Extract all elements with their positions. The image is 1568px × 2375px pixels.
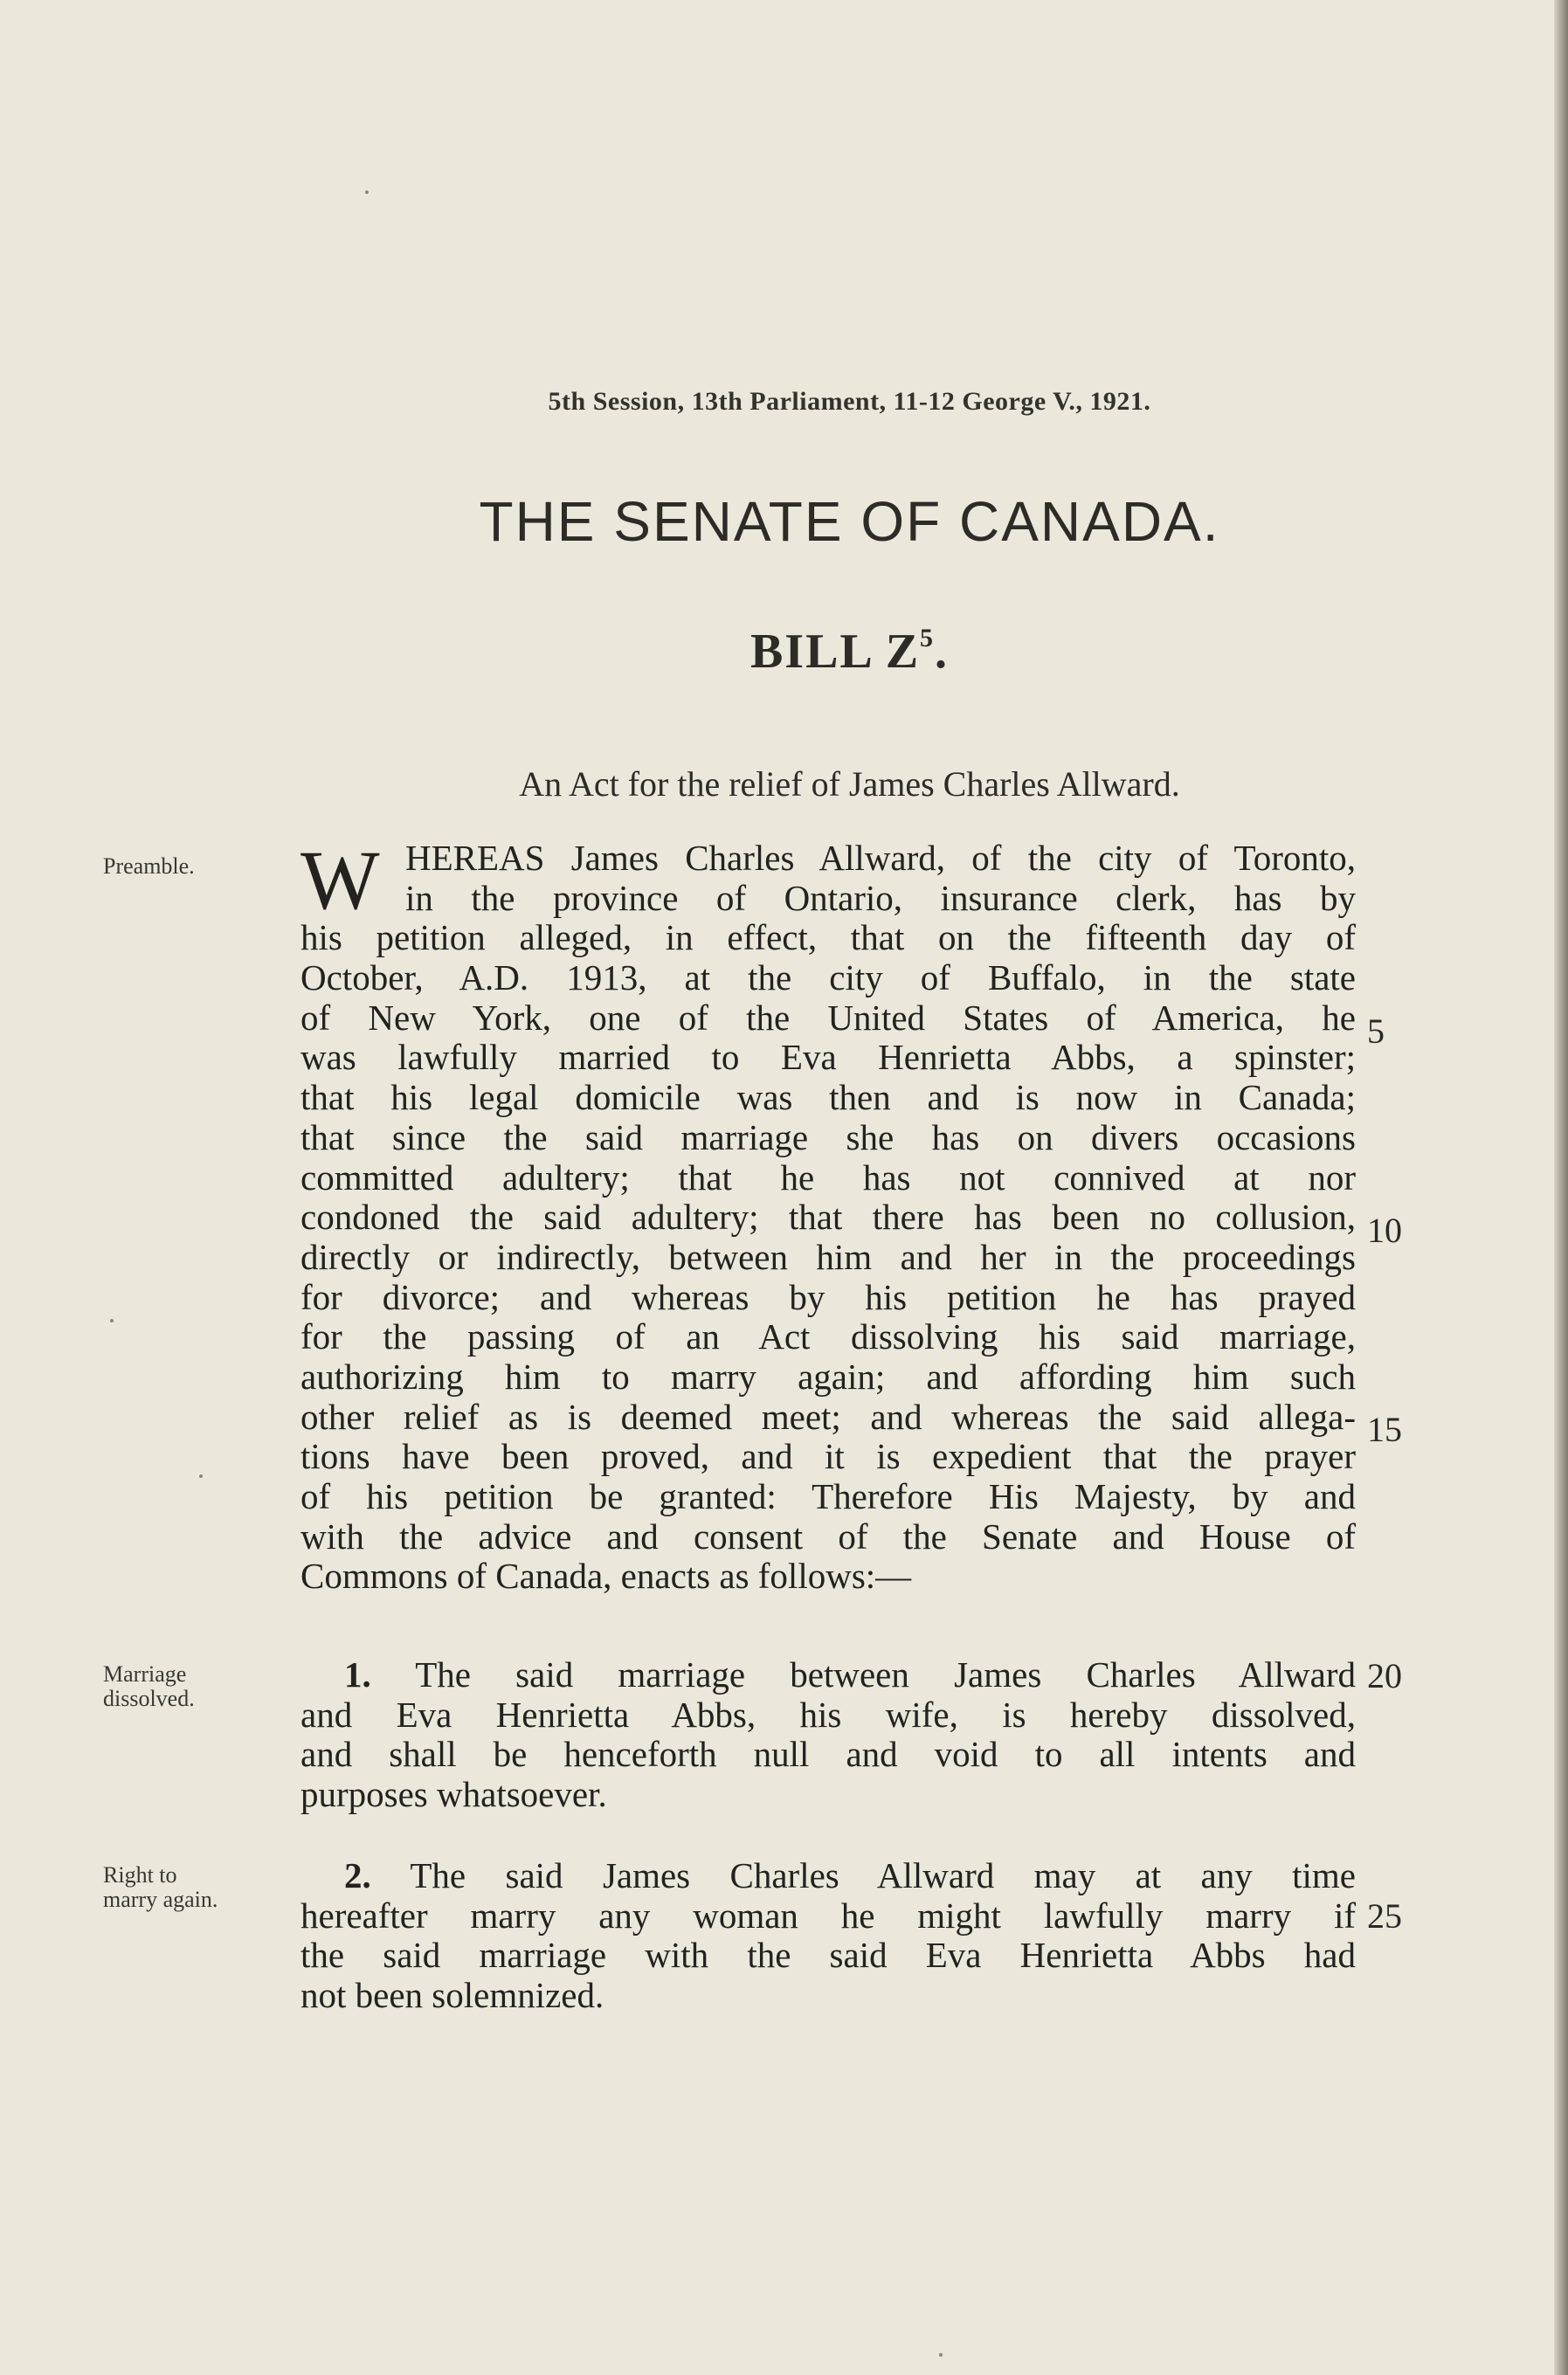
text-line: tions have been proved, and it is expedient that the prayer xyxy=(300,1436,1356,1477)
text-line: was lawfully married to Eva Henrietta Abbs, a spinster; xyxy=(300,1037,1356,1078)
bill-suffix: . xyxy=(935,625,950,679)
text-line: October, A.D. 1913, at the city of Buffalo, in the state xyxy=(300,957,1356,998)
text-line: that since the said marriage she has on divers occasions xyxy=(300,1116,1356,1157)
section-line-text: The said James Charles Allward may at any time xyxy=(410,1855,1356,1895)
margin-note-line: Marriage xyxy=(103,1661,187,1687)
bill-title xyxy=(0,624,1568,680)
margin-note-line: marry again. xyxy=(103,1887,218,1912)
margin-note-preamble: Preamble. xyxy=(103,853,195,879)
section-number: 2. xyxy=(344,1855,371,1895)
section-line-text: The said marriage between James Charles Allward xyxy=(415,1654,1357,1695)
act-title: An Act for the relief of James Charles Allward. xyxy=(519,764,1180,804)
paper-speck xyxy=(939,2353,943,2357)
drop-cap: W xyxy=(300,833,380,927)
page-edge xyxy=(1554,0,1568,2375)
paper-speck xyxy=(365,190,369,194)
section-2-text xyxy=(300,1856,1356,2016)
section-number: 1. xyxy=(344,1654,371,1695)
text-line: the said marriage with the said Eva Henrietta Abbs had xyxy=(300,1935,1356,1976)
text-line: with the advice and consent of the Senate and House of xyxy=(300,1515,1356,1557)
paper-speck xyxy=(110,1319,114,1322)
text-line: committed adultery; that he has not connived at nor xyxy=(300,1156,1356,1198)
text-line: Commons of Canada, enacts as follows:— xyxy=(300,1556,912,1597)
text-line: HEREAS James Charles Allward, of the city of Toronto, xyxy=(405,838,1356,878)
line-number-20: 20 xyxy=(1367,1656,1402,1695)
text-line: condoned the said adultery; that there has been no collusion, xyxy=(300,1197,1356,1238)
text-line: for divorce; and whereas by his petition he has prayed xyxy=(300,1276,1356,1317)
margin-note-right-to-marry xyxy=(103,1863,278,1912)
margin-note-line: dissolved. xyxy=(103,1686,195,1711)
line-number-5: 5 xyxy=(1367,1011,1385,1051)
margin-note-line: Right to xyxy=(103,1862,177,1888)
text-line: for the passing of an Act dissolving his said marriage, xyxy=(300,1316,1356,1357)
text-line: in the province of Ontario, insurance clerk, has by xyxy=(405,877,1356,918)
text-line: other relief as is deemed meet; and whereas the said allega- xyxy=(300,1396,1356,1437)
text-line: and shall be henceforth null and void to all intents and xyxy=(300,1734,1356,1775)
text-line: directly or indirectly, between him and her in the proceedings xyxy=(300,1236,1356,1277)
text-line: authorizing him to marry again; and affording him such xyxy=(300,1356,1356,1397)
line-number-15: 15 xyxy=(1367,1410,1402,1449)
bill-label: BILL Z xyxy=(749,625,921,679)
text-line: hereafter marry any woman he might lawfully marry if xyxy=(300,1895,1356,1936)
preamble-text xyxy=(300,833,1356,1597)
session-line: 5th Session, 13th Parliament, 11-12 George V., 1921. xyxy=(548,387,1151,416)
text-line xyxy=(300,1856,1356,1896)
senate-title: THE SENATE OF CANADA. xyxy=(479,490,1220,553)
text-line: his petition alleged, in effect, that on the fifteenth day of xyxy=(300,917,1356,958)
text-line xyxy=(300,1655,1356,1695)
text-line: of his petition be granted: Therefore His Majesty, by and xyxy=(300,1476,1356,1516)
paper-speck xyxy=(199,1474,203,1478)
text-line: of New York, one of the United States of America, he xyxy=(300,997,1356,1038)
margin-note-marriage-dissolved xyxy=(103,1662,278,1711)
text-line: purposes whatsoever. xyxy=(300,1774,607,1815)
text-line: that his legal domicile was then and is now in Canada; xyxy=(300,1077,1356,1118)
line-number-10: 10 xyxy=(1367,1211,1402,1250)
text-line: and Eva Henrietta Abbs, his wife, is hereby dissolved, xyxy=(300,1694,1356,1735)
section-1-text xyxy=(300,1655,1356,1815)
line-number-25: 25 xyxy=(1367,1896,1402,1936)
text-line: not been solemnized. xyxy=(300,1975,604,2016)
bill-superscript: 5 xyxy=(920,624,936,652)
